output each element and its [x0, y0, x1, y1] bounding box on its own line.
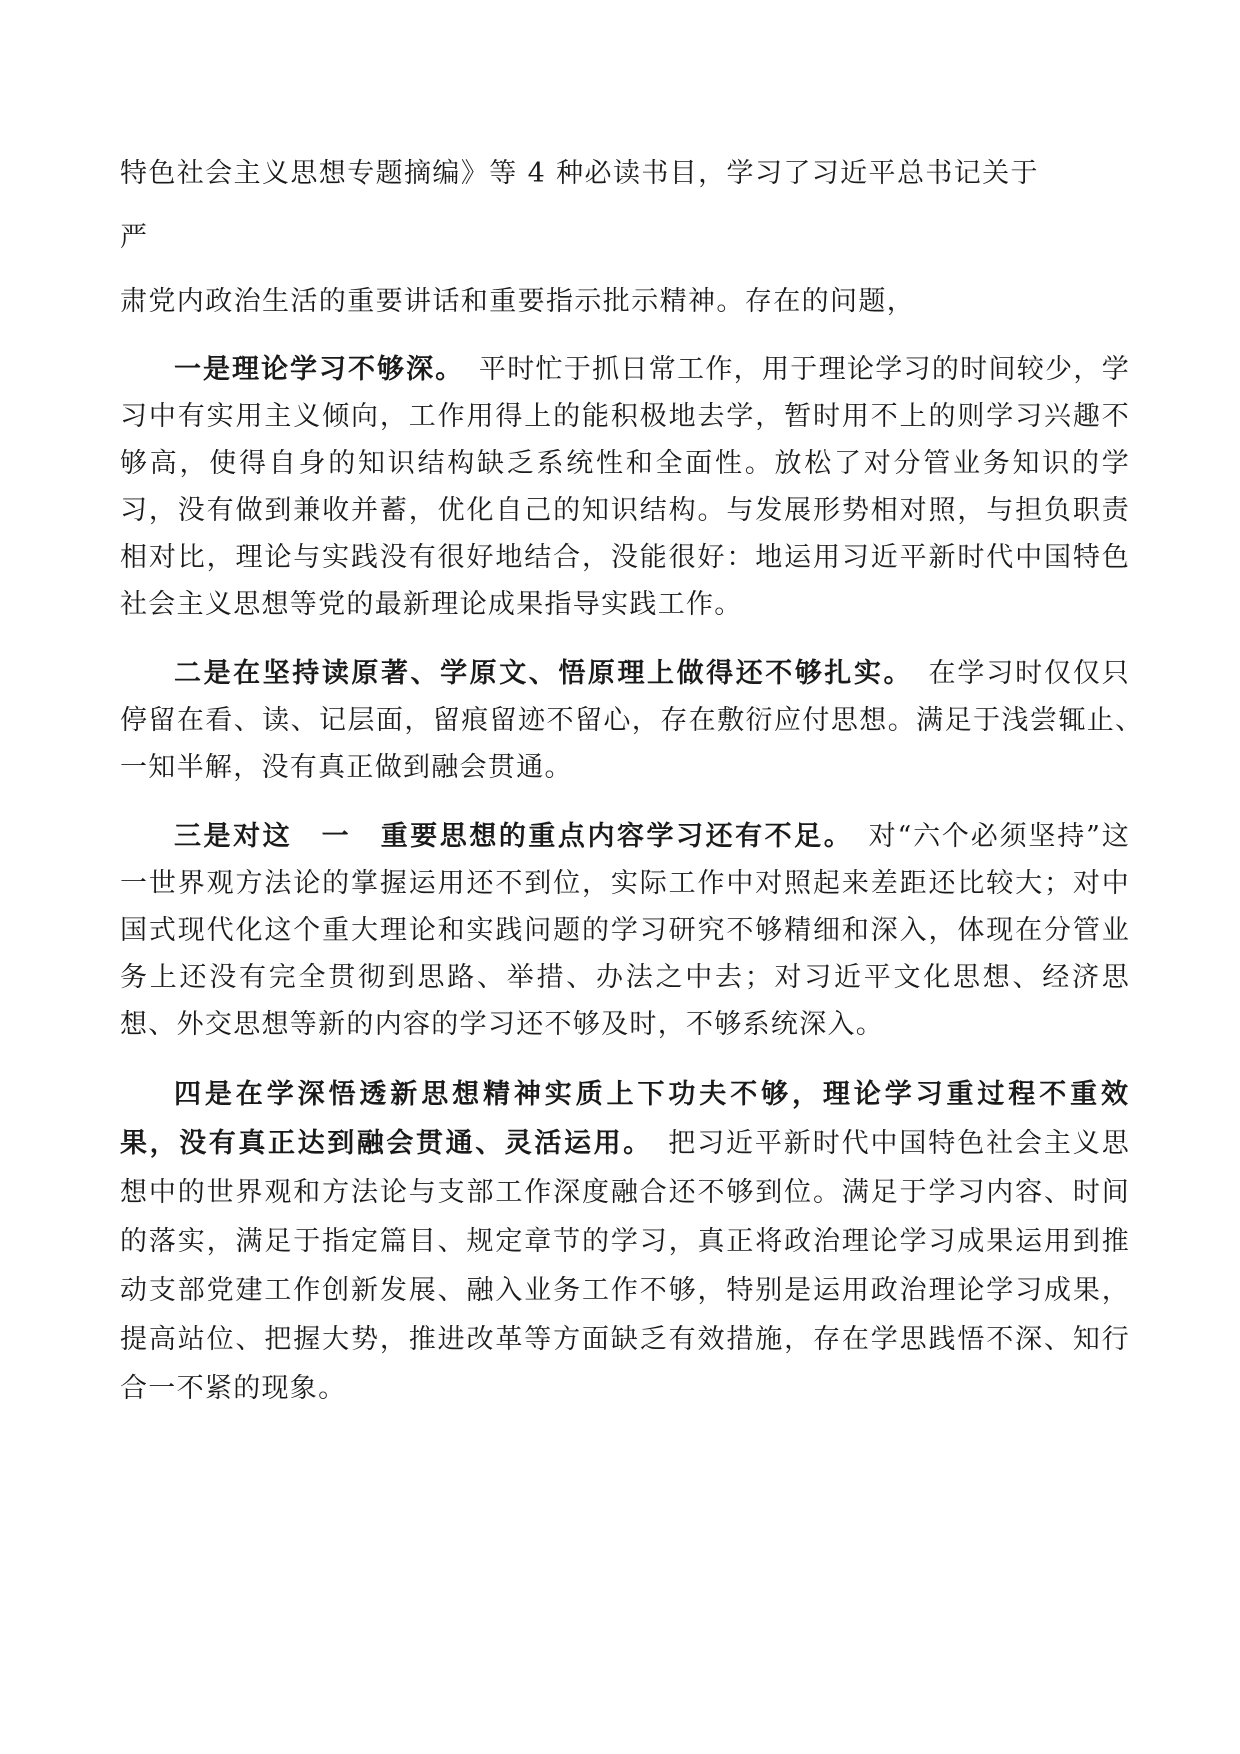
- paragraph-heading: 二是在坚持读原著、学原文、悟原理上做得还不够扎实。: [174, 658, 900, 689]
- paragraph-1: [120, 346, 1130, 628]
- paragraph-text: 平时忙于抓日常工作，用于理论学习的时间较少，学习中有实用主义倾向，工作用得上的能积极地去学，暂时用不上的则学习兴趣不够高，使得自身的知识结构缺乏系统性和全面性。放松了对分管业务知识的学习，没有做到兼收并蓄，优化自己的知识结构。与发展形势相对照，与担负职责相对比，理论与实践没有很好地结合，没能很好：地运用习近平新时代中国特色社会主义思想等党的最新理论成果指导实践工作。: [120, 354, 1130, 620]
- paragraph-text: 把习近平新时代中国特色社会主义思想中的世界观和方法论与支部工作深度融合还不够到位。满足于学习内容、时间的落实，满足于指定篇目、规定章节的学习，真正将政治理论学习成果运用到推动支部党建工作创新发展、融入业务工作不够，特别是运用政治理论学习成果，提高站位、把握大势，推进改革等方面缺乏有效措施，存在学思践悟不深、知行合一不紧的现象。: [120, 1128, 1130, 1404]
- intro-line: 特色社会主义思想专题摘编》等 4 种必读书目，学习了习近平总书记关于: [120, 158, 1039, 189]
- paragraph-4: [120, 1070, 1130, 1413]
- paragraph-text: 对“六个必须坚持”这一世界观方法论的掌握运用还不到位，实际工作中对照起来差距还比较大；对中国式现代化这个重大理论和实践问题的学习研究不够精细和深入，体现在分管业务上还没有完全贯彻到思路、举措、办法之中去；对习近平文化思想、经济思想、外交思想等新的内容的学习还不够及时，不够系统深入。: [120, 821, 1131, 1040]
- intro-line: 严: [120, 222, 149, 253]
- paragraph-heading: 四是在学深悟透新思想精神实质上下功夫不够，理论学习重过程不重效果，没有真正达到融会贯通、灵活运用。: [120, 1079, 1130, 1159]
- intro-line: 肃党内政治生活的重要讲话和重要指示批示精神。存在的问题，: [120, 286, 916, 317]
- paragraph-text: 在学习时仅仅只停留在看、读、记层面，留痕留迹不留心，存在敷衍应付思想。满足于浅尝辄止、 一知半解，没有真正做到融会贯通。: [120, 658, 1159, 783]
- paragraph-2: [120, 650, 1159, 791]
- paragraph-heading: 一是理论学习不够深。: [174, 354, 451, 385]
- document-body: [120, 152, 1159, 1435]
- paragraph-3: [120, 813, 1130, 1048]
- paragraph-heading: 三是对这 一 重要思想的重点内容学习还有不足。: [174, 821, 840, 852]
